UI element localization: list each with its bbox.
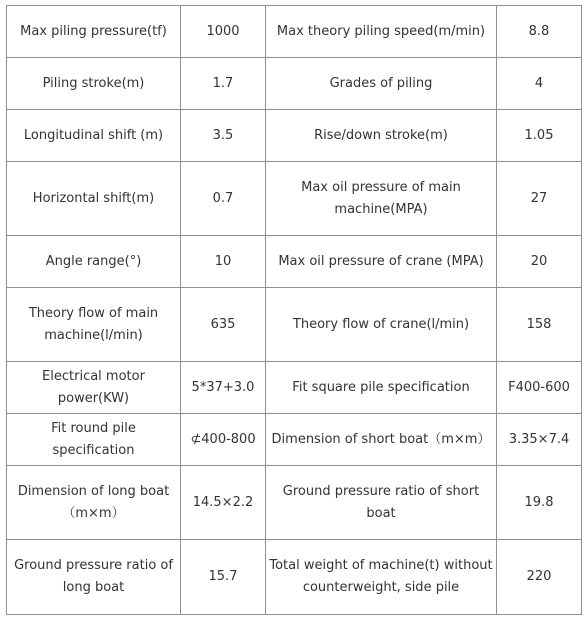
table-cell-value: 1.05 xyxy=(497,110,582,162)
table-cell-param: Fit square pile specification xyxy=(266,362,497,414)
table-cell-param: Electrical motor power(KW) xyxy=(7,362,181,414)
table-cell-value: 635 xyxy=(181,288,266,362)
table-cell-value: 220 xyxy=(497,540,582,615)
table-cell-value: F400-600 xyxy=(497,362,582,414)
table-cell-param: Ground pressure ratio of short boat xyxy=(266,466,497,540)
table-cell-param: Horizontal shift(m) xyxy=(7,162,181,236)
table-row xyxy=(7,236,582,288)
table-row xyxy=(7,288,582,362)
table-cell-param: Piling stroke(m) xyxy=(7,58,181,110)
table-row xyxy=(7,466,582,540)
table-row xyxy=(7,6,582,58)
table-cell-param: Max oil pressure of main machine(MPA) xyxy=(266,162,497,236)
table-cell-value: 27 xyxy=(497,162,582,236)
table-cell-param: Max oil pressure of crane (MPA) xyxy=(266,236,497,288)
table-row xyxy=(7,58,582,110)
table-row xyxy=(7,414,582,466)
table-row xyxy=(7,162,582,236)
table-cell-param: Grades of piling xyxy=(266,58,497,110)
table-cell-value: 0.7 xyxy=(181,162,266,236)
table-cell-param: Dimension of long boat（m×m） xyxy=(7,466,181,540)
table-cell-param: Longitudinal shift (m) xyxy=(7,110,181,162)
table-cell-param: Ground pressure ratio of long boat xyxy=(7,540,181,615)
table-cell-param: Theory flow of crane(l/min) xyxy=(266,288,497,362)
table-cell-value: 158 xyxy=(497,288,582,362)
table-cell-param: Rise/down stroke(m) xyxy=(266,110,497,162)
table-cell-value: 10 xyxy=(181,236,266,288)
table-cell-value: 1000 xyxy=(181,6,266,58)
table-cell-param: Total weight of machine(t) without counterweight, side pile xyxy=(266,540,497,615)
table-cell-value: 8.8 xyxy=(497,6,582,58)
table-cell-value: 4 xyxy=(497,58,582,110)
table-row xyxy=(7,110,582,162)
table-cell-param: Fit round pile specification xyxy=(7,414,181,466)
table-cell-value: 15.7 xyxy=(181,540,266,615)
table-cell-param: Angle range(°) xyxy=(7,236,181,288)
table-cell-value: 20 xyxy=(497,236,582,288)
table-cell-param: Theory flow of main machine(l/min) xyxy=(7,288,181,362)
table-cell-value: 3.5 xyxy=(181,110,266,162)
table-cell-param: Dimension of short boat（m×m） xyxy=(266,414,497,466)
table-cell-value: 3.35×7.4 xyxy=(497,414,582,466)
table-row xyxy=(7,540,582,615)
specification-table xyxy=(6,5,582,615)
table-cell-param: Max piling pressure(tf) xyxy=(7,6,181,58)
table-cell-param: Max theory piling speed(m/min) xyxy=(266,6,497,58)
table-cell-value: 1.7 xyxy=(181,58,266,110)
table-cell-value: ⊄400-800 xyxy=(181,414,266,466)
table-cell-value: 5*37+3.0 xyxy=(181,362,266,414)
table-cell-value: 19.8 xyxy=(497,466,582,540)
table-cell-value: 14.5×2.2 xyxy=(181,466,266,540)
table-row xyxy=(7,362,582,414)
